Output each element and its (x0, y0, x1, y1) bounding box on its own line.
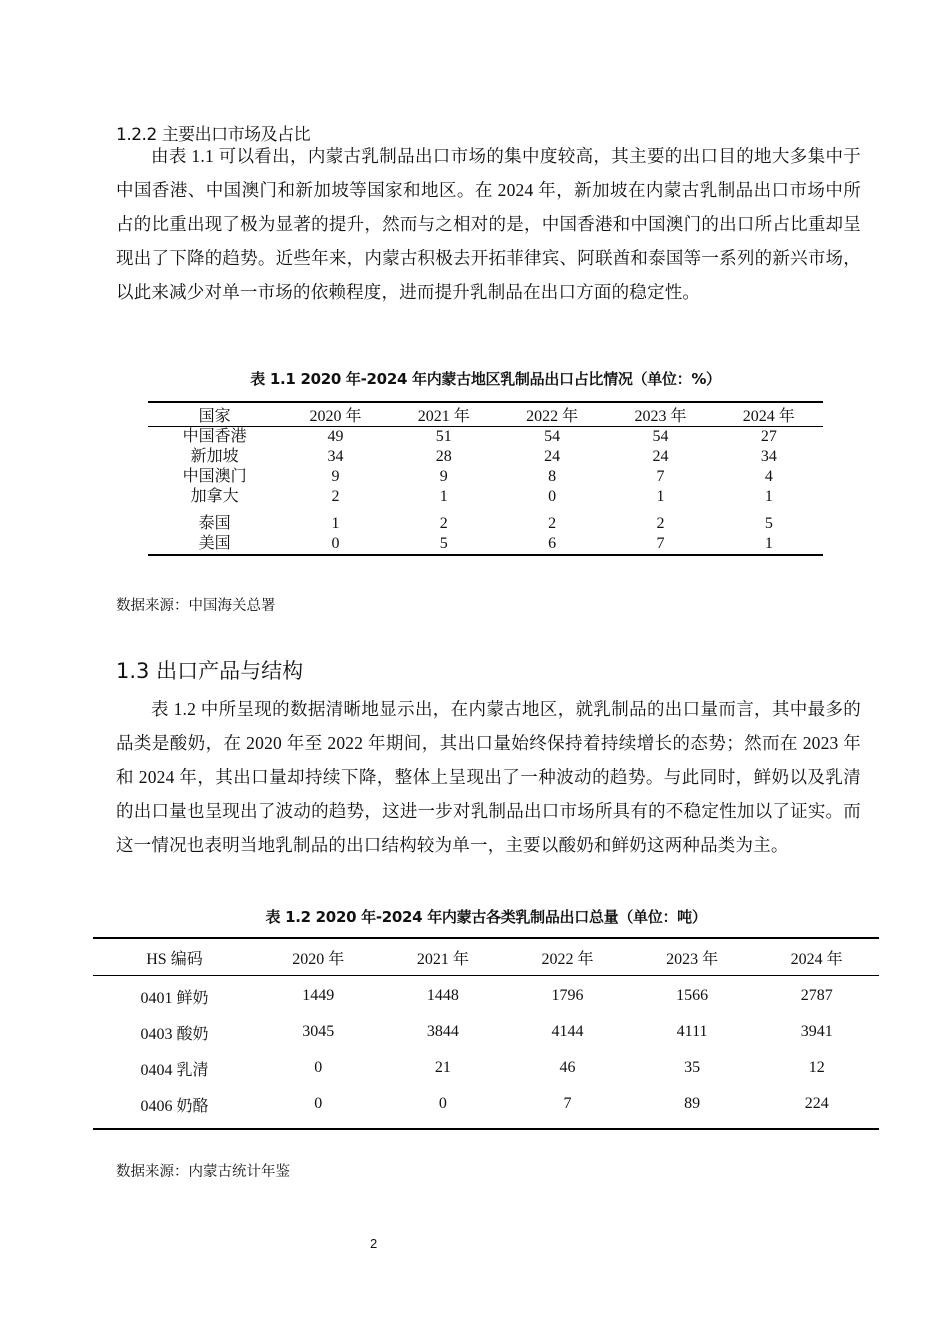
cell: 49 (327, 428, 344, 445)
table-row (93, 1050, 879, 1086)
cell: 0406 奶酪 (140, 1097, 209, 1115)
cell: 加拿大 (190, 488, 239, 505)
cell: 8 (548, 468, 557, 485)
cell: 0403 酸奶 (140, 1025, 209, 1043)
col-header: 2020 年 (256, 938, 381, 976)
cell: 0 (438, 1095, 447, 1112)
paragraph-export-products: 表 1.2 中所呈现的数据清晰地显示出，在内蒙古地区，就乳制品的出口量而言，其中最多的品类是酸奶，在 2020 年至 2022 年期间，其出口量始终保持着持续增长的态势；然而在 2023 年和 2024 年，其出口量却持续下降，整体上呈现出了一种波动的趋势。与此同时，鲜奶以及乳清的出口量也呈现出了波动的趋势，这进一步对乳制品出口市场所具有的不稳定性加以了证实。而这一情况也表明当地乳制品的出口结构较为单一，主要以酸奶和鲜奶这两种品类为主。 (116, 699, 861, 855)
col-header: 2021 年 (390, 402, 498, 427)
cell: 54 (652, 428, 669, 445)
cell: 9 (331, 468, 340, 485)
cell: 24 (652, 448, 669, 465)
cell: 4 (764, 468, 773, 485)
col-header: 国家 (148, 402, 281, 427)
cell: 224 (804, 1095, 829, 1112)
cell: 4144 (551, 1023, 584, 1040)
cell: 5 (764, 515, 773, 532)
col-header: 2022 年 (505, 938, 630, 976)
col-header: 2024 年 (715, 402, 823, 427)
cell: 1 (439, 488, 448, 505)
table-row (148, 487, 823, 507)
table-row (148, 507, 823, 534)
cell: 新加坡 (190, 448, 239, 465)
cell: 0 (548, 488, 557, 505)
cell: 35 (684, 1059, 701, 1076)
cell: 4111 (676, 1023, 708, 1040)
section-heading-1-2-2: 1.2.2 主要出口市场及占比 (116, 125, 311, 145)
cell: 7 (563, 1095, 572, 1112)
cell: 21 (434, 1059, 451, 1076)
cell: 0 (331, 535, 340, 552)
cell: 2 (656, 515, 665, 532)
cell: 1 (331, 515, 340, 532)
table2-caption: 表 1.2 2020 年-2024 年内蒙古各类乳制品出口总量（单位：吨） (265, 908, 707, 926)
table2-source: 数据来源：内蒙古统计年鉴 (116, 1164, 290, 1180)
cell: 1566 (676, 987, 709, 1004)
cell: 1448 (426, 987, 459, 1004)
cell: 2 (439, 515, 448, 532)
table-row (93, 1014, 879, 1050)
cell: 1 (764, 535, 773, 552)
cell: 中国澳门 (182, 468, 247, 485)
cell: 1 (764, 488, 773, 505)
table-header-row (93, 938, 879, 976)
export-share-table (148, 401, 823, 556)
cell: 9 (439, 468, 448, 485)
cell: 7 (656, 468, 665, 485)
cell: 5 (439, 535, 448, 552)
cell: 2 (331, 488, 340, 505)
cell: 2 (548, 515, 557, 532)
cell: 3941 (800, 1023, 833, 1040)
section-heading-1-3: 1.3 出口产品与结构 (116, 659, 304, 683)
cell: 1796 (551, 987, 584, 1004)
paragraph-export-markets: 由表 1.1 可以看出，内蒙古乳制品出口市场的集中度较高，其主要的出口目的地大多集中于中国香港、中国澳门和新加坡等国家和地区。在 2024 年，新加坡在内蒙古乳制品出口市场中所占的比重出现了极为显著的提升，然而与之相对的是，中国香港和中国澳门的出口所占比重却呈现出了下降的趋势。近些年来，内蒙古积极去开拓菲律宾、阿联酋和泰国等一系列的新兴市场，以此来减少对单一市场的依赖程度，进而提升乳制品在出口方面的稳定性。 (116, 146, 861, 302)
cell: 51 (435, 428, 452, 445)
cell: 27 (760, 428, 777, 445)
table-header-row (148, 402, 823, 427)
cell: 34 (760, 448, 777, 465)
cell: 2787 (800, 987, 833, 1004)
cell: 3045 (302, 1023, 335, 1040)
col-header: 2020 年 (281, 402, 389, 427)
cell: 0 (314, 1059, 323, 1076)
col-header: 2024 年 (754, 938, 879, 976)
cell: 0401 鲜奶 (140, 989, 209, 1007)
cell: 6 (548, 535, 557, 552)
page-number: 2 (370, 1236, 378, 1251)
cell: 0 (314, 1095, 323, 1112)
table-row (148, 447, 823, 467)
cell: 美国 (198, 535, 231, 552)
table-row (93, 976, 879, 1015)
table-row (148, 467, 823, 487)
table-row (93, 1086, 879, 1129)
cell: 46 (559, 1059, 576, 1076)
col-header: 2021 年 (381, 938, 506, 976)
cell: 0404 乳清 (140, 1061, 209, 1079)
cell: 1 (656, 488, 665, 505)
export-volume-table (93, 937, 879, 1130)
col-header: 2023 年 (606, 402, 714, 427)
cell: 12 (808, 1059, 825, 1076)
cell: 89 (684, 1095, 701, 1112)
cell: 中国香港 (182, 428, 247, 445)
col-header: 2023 年 (630, 938, 755, 976)
col-header: 2022 年 (498, 402, 606, 427)
cell: 34 (327, 448, 344, 465)
cell: 3844 (426, 1023, 459, 1040)
cell: 1449 (302, 987, 335, 1004)
table1-caption: 表 1.1 2020 年-2024 年内蒙古地区乳制品出口占比情况（单位：%） (250, 370, 721, 388)
cell: 7 (656, 535, 665, 552)
table-row (148, 534, 823, 555)
table-row (148, 427, 823, 448)
table1-source: 数据来源：中国海关总署 (116, 598, 276, 614)
cell: 54 (544, 428, 561, 445)
cell: 24 (544, 448, 561, 465)
cell: 28 (435, 448, 452, 465)
cell: 泰国 (198, 515, 231, 532)
col-header: HS 编码 (93, 938, 256, 976)
